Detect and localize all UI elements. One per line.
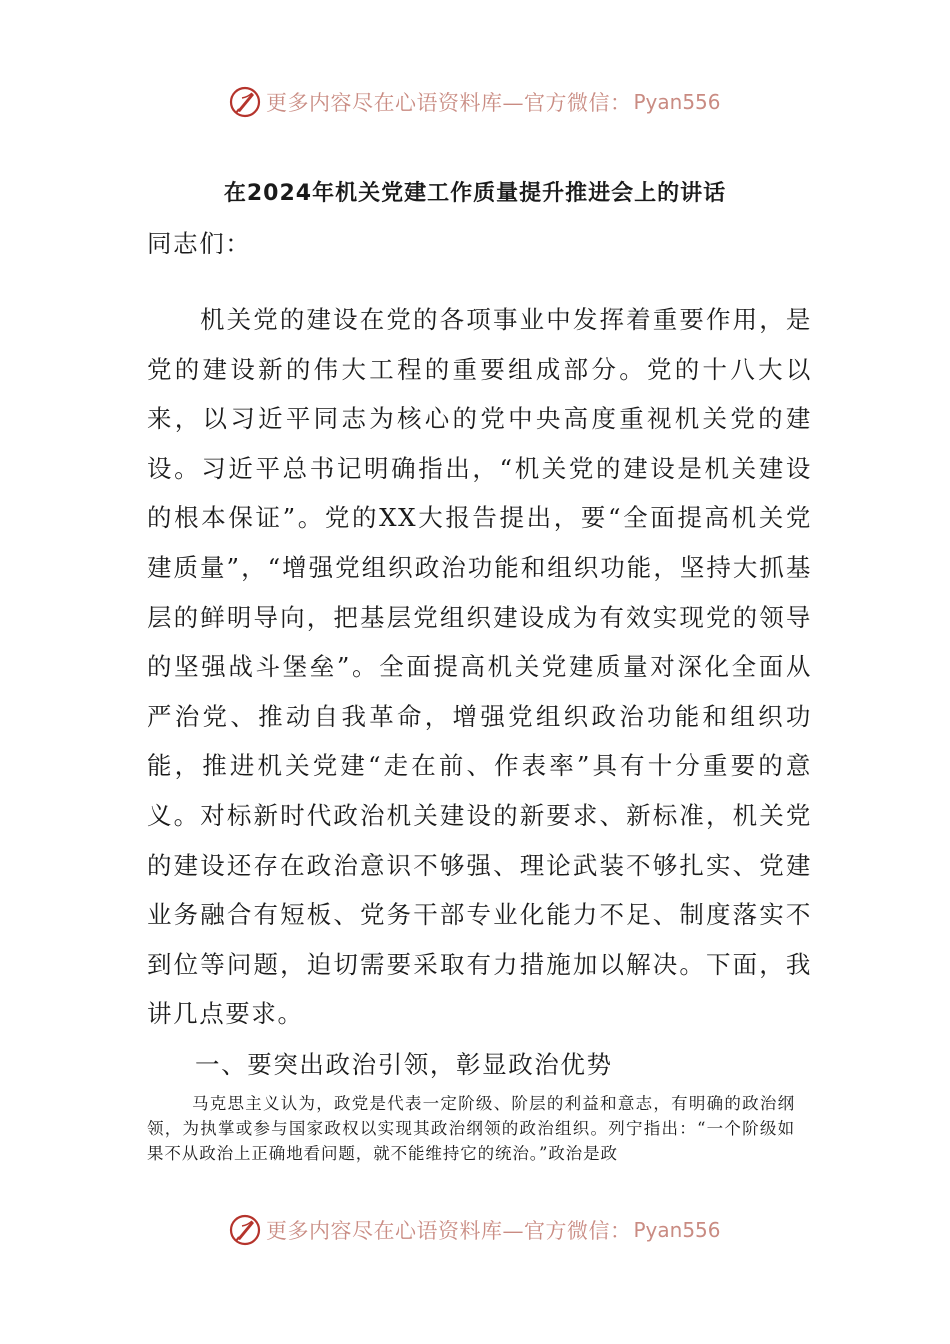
body-paragraph-2: 马克思主义认为，政党是代表一定阶级、阶层的利益和意志，有明确的政治纲领，为执掌或参与国家政权以实现其政治纲领的政治组织。列宁指出：“一个阶级如果不从政治上正确地看问题，就不能维持它的统治。”政治是政 [147, 1094, 795, 1163]
document-title: 在2024年机关党建工作质量提升推进会上的讲话 [223, 181, 727, 206]
body-paragraph-1: 机关党的建设在党的各项事业中发挥着重要作用，是党的建设新的伟大工程的重要组成部分。党的十八大以来，以习近平同志为核心的党中央高度重视机关党的建设。习近平总书记明确指出，“机关党的建设是机关建设的根本保证”。党的XX大报告提出，要“全面提高机关党建质量”，“增强党组织政治功能和组织功能，坚持大抓基层的鲜明导向，把基层党组织建设成为有效实现党的领导的坚强战斗堡垒”。全面提高机关党建质量对深化全面从严治党、推动自我革命，增强党组织政治功能和组织功能，推进机关党建“走在前、作表率”具有十分重要的意义。对标新时代政治机关建设的新要求、新标准，机关党的建设还存在政治意识不够强、理论武装不够扎实、党建业务融合有短板、党务干部专业化能力不足、制度落实不到位等问题，迫切需要采取有力措施加以解决。下面，我讲几点要求。 [147, 305, 812, 1029]
banner-text: 更多内容尽在心语资料库—官方微信： [266, 91, 632, 115]
wechat-id: Pyan556 [633, 90, 721, 114]
quill-pen-logo-icon [228, 85, 262, 119]
header-watermark-banner [228, 82, 721, 122]
footer-watermark-banner [228, 1210, 721, 1250]
section-heading-1: 一、要突出政治引领，彰显政治优势 [195, 1050, 613, 1079]
wechat-id: Pyan556 [633, 1218, 721, 1242]
banner-text: 更多内容尽在心语资料库—官方微信： [266, 1219, 632, 1243]
salutation: 同志们： [147, 229, 252, 258]
quill-pen-logo-icon [228, 1213, 262, 1247]
